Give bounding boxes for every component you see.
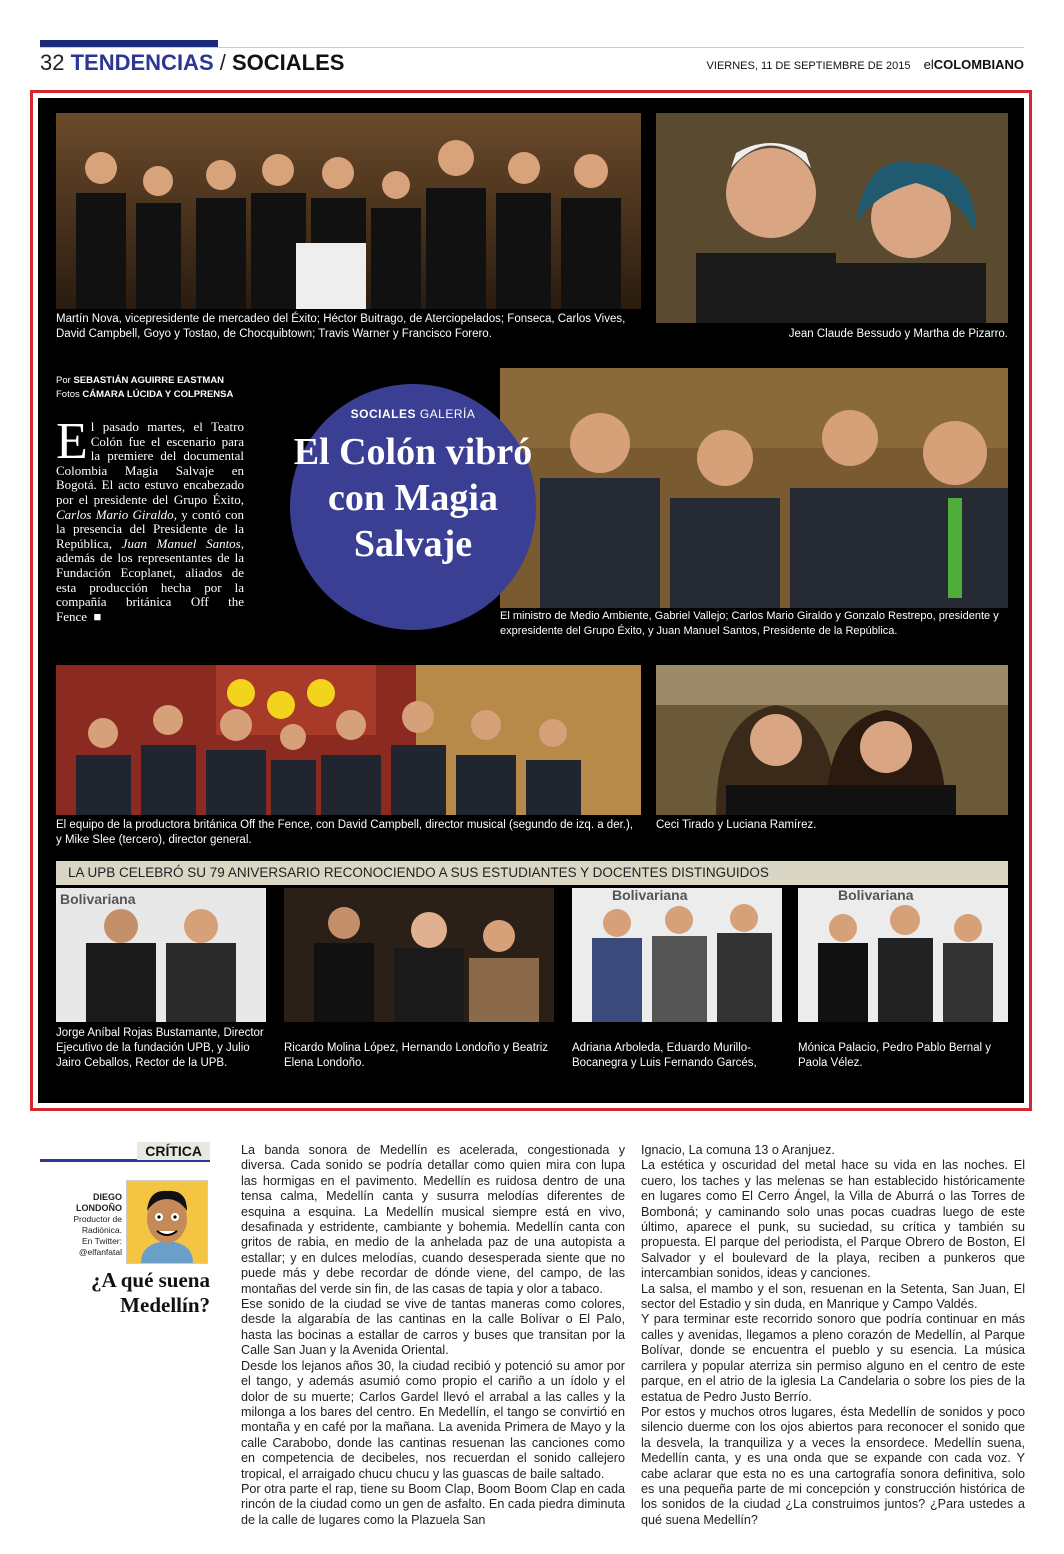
- article-paragraph: Por otra parte el rap, tiene su Boom Clap, Boom Boom Clap en cada rincón de la ciudad como un gen de asfalto. En cada piedra diminuta de la calle de lugares como la Plazuela San: [241, 1481, 625, 1527]
- caption-photo-1: Martín Nova, vicepresidente de mercadeo del Éxito; Héctor Buitrago, de Aterciopelados; Fonseca, Carlos Vives, David Campbell, Goyo y Tostao, de Chocquibtown; Travis Warner y Francisco Forero.: [56, 313, 626, 340]
- caption-photo-2: Jean Claude Bessudo y Martha de Pizarro.: [788, 328, 1008, 340]
- backdrop-text: Bolivariana: [60, 891, 136, 907]
- headline: El Colón vibró con Magia Salvaje: [293, 431, 533, 565]
- critica-title: ¿A qué suena Medellín?: [90, 1268, 210, 1317]
- article-column-1: [241, 1143, 625, 1528]
- photo-upb-4: [798, 888, 1008, 1022]
- author-caricature: [126, 1180, 208, 1264]
- article-paragraph: Ignacio, La comuna 13 o Aranjuez.: [641, 1143, 835, 1157]
- caption-upb-3: Adriana Arboleda, Eduardo Murillo-Bocanegra y Luis Fernando Garcés,: [572, 1042, 757, 1069]
- photo-upb-2: [284, 888, 554, 1022]
- article-paragraph: La banda sonora de Medellín es acelerada, congestionada y diversa. Cada sonido se podría detallar como quien mira con lupa las hormigas en el pavimento. Medellín es ruidosa dentro de una tensa calma, Medellín canta y susurra melodías diferentes de esquina a esquina. La Medellín musical siempre está en vivo, desafinada y estridente, cambiante y bohemia. Medellín canta con gritos de rabia, en medio de la anhelada paz de una autopista a estallar; y en dulces melodías, cuando desesperada siente que no puede más y debe recordar de dónde viene, del campo, de las montañas del verde sin fin, de las casas de tapia y olor a tabaco.: [241, 1143, 625, 1296]
- byline: Por SEBASTIÁN AGUIRRE EASTMAN Fotos CÁMARA LÚCIDA Y COLPRENSA: [56, 375, 234, 400]
- caption-upb-4: Mónica Palacio, Pedro Pablo Bernal y Paola Vélez.: [798, 1042, 992, 1069]
- drop-cap: E: [56, 413, 88, 470]
- article-paragraph: La salsa, el mambo y el son, resuenan en la Setenta, San Juan, El sector del Estadio y sin duda, en Manrique y Campo Valdés.: [641, 1281, 1025, 1312]
- article-column-2: [641, 1143, 1025, 1528]
- header-accent-bar: [40, 40, 218, 47]
- caption-photo-4: El equipo de la productora británica Off the Fence, con David Campbell, director musical (segundo de izq. a der.), y Mike Slee (tercero), director general.: [56, 819, 634, 846]
- caption-upb-1: Jorge Aníbal Rojas Bustamante, Director Ejecutivo de la fundación UPB, y Julio Jairo Ceballos, Rector de la UPB.: [56, 1027, 264, 1069]
- critica-label: CRÍTICA: [137, 1142, 210, 1160]
- page-number: 32: [40, 50, 65, 75]
- article-paragraph: Y para terminar este recorrido sonoro que podría continuar en más calles y avenidas, llegamos a pleno corazón de Medellín, al Parque Bolívar, donde se encuentra el pueblo y su esencia. La música carrilera y popular aterriza sin permiso alguno en el centro de este parque, en el atrio de la iglesia La Candelaria o sobre los pies de la estatua de Pedro Justo Berrío.: [641, 1312, 1025, 1404]
- article-paragraph: Desde los lejanos años 30, la ciudad recibió y potenció su amor por el tango, y además asumió como propio el cariño a un ídolo y el dolor de su muerte; Carlos Gardel llevó el arrabal a las calles y la milonga a los bares del centro. En Medellín, el tango se convirtió en montaña y en café por la mañana. La avenida Primera de Mayo y la calle Carabobo, donde las cantinas resuenan las canciones como en competencia de decibeles, nos recuerdan el sonido callejero tropical, el arraigado chucu chucu y las guascas de baile saltado.: [241, 1358, 625, 1481]
- photo-officials: [500, 368, 1008, 608]
- upb-section-title: LA UPB CELEBRÓ SU 79 ANIVERSARIO RECONOCIENDO A SUS ESTUDIANTES Y DOCENTES DISTINGUIDOS: [56, 861, 1008, 885]
- section-separator: /: [219, 50, 226, 75]
- section-name: TENDENCIAS: [70, 50, 214, 75]
- kicker: SOCIALES GALERÍA: [350, 407, 476, 421]
- byline-photos: CÁMARA LÚCIDA Y COLPRENSA: [82, 389, 234, 400]
- article-paragraph: Ese sonido de la ciudad se vive de tantas maneras como colores, desde la algarabía de las cantinas en la calle Bolívar o El Palo, hasta las bocinas a estallar de carros y buses que transitan por la Calle San Juan y la Avenida Oriental.: [241, 1297, 625, 1358]
- photo-upb-3: [572, 888, 782, 1022]
- critica-author: DIEGO LONDOÑO Productor de Radiónica. En Twitter: @elfanfatal: [73, 1192, 122, 1257]
- byline-author: SEBASTIÁN AGUIRRE EASTMAN: [73, 375, 225, 386]
- section-header: [40, 50, 344, 76]
- caption-photo-3: El ministro de Medio Ambiente, Gabriel Vallejo; Carlos Mario Giraldo y Gonzalo Restrepo, presidente y expresidente del Grupo Éxito, y Juan Manuel Santos, Presidente de la República.: [500, 610, 999, 637]
- article-paragraph: Por estos y muchos otros lugares, ésta Medellín de sonidos y poco silencio duerme con los ojos abiertos para reconocer el sonido que la desvela, la tranquiliza y a veces la ensordece. Medellín suena, Medellín canta, y es una onda que se expande con cada voz. Y cabe aclarar que esta no es una cartografía sonora definitiva, solo es una pequeña parte de mi concepción y construcción histórica de los sonidos de la ciudad ¿La construimos juntos? ¿Para ustedes a qué suena Medellín?: [641, 1404, 1025, 1527]
- critica-header: [40, 1142, 210, 1162]
- end-mark: ■: [93, 608, 102, 624]
- backdrop-text: Bolivariana: [838, 888, 914, 903]
- backdrop-text: Bolivariana: [612, 888, 688, 903]
- subsection-name: SOCIALES: [232, 50, 345, 75]
- photo-bessudo-pizarro: [656, 113, 1008, 323]
- header-meta: [707, 57, 1024, 72]
- article-paragraph: La estética y oscuridad del metal hace su vida en las noches. El cuero, los taches y las melenas se han establecido históricamente en lugares como El Cerro Ángel, la Villa de Aburrá o las Torres de Bomboná; y caminando solo unas pocas cuadras luego de este último, aparece el punk, su suciedad, su crítica y también su propuesta. El parque del periodista, el Parque Obrero de Boston, El Salvador y el boulevard de la playa, reciben a punkeros que intercambian sonidos, ideas y canciones.: [641, 1158, 1025, 1281]
- caption-photo-5: Ceci Tirado y Luciana Ramírez.: [656, 819, 817, 831]
- headline-circle: [290, 384, 536, 630]
- header-rule: [40, 47, 1024, 48]
- photo-upb-1: [56, 888, 266, 1022]
- photo-tirado-ramirez: [656, 665, 1008, 815]
- intro-paragraph: El pasado martes, el Teatro Colón fue el escenario para la premiere del documental Colombia Magia Salvaje en Bogotá. El acto estuvo encabezado por el presidente del Grupo Éxito, Carlos Mario Giraldo, y contó con la presencia del Presidente de la República, Juan Manuel Santos, además de los representantes de la Fundación Ecoplanet, aliados de esta producción hecha por la compañía británica Off the Fence ■: [56, 413, 244, 624]
- photo-off-the-fence-team: [56, 665, 641, 815]
- newspaper-logo: elCOLOMBIANO: [923, 57, 1024, 72]
- photo-group-celebrities: [56, 113, 641, 309]
- caption-upb-2: Ricardo Molina López, Hernando Londoño y Beatriz Elena Londoño.: [284, 1042, 549, 1069]
- issue-date: VIERNES, 11 DE SEPTIEMBRE DE 2015: [706, 60, 911, 72]
